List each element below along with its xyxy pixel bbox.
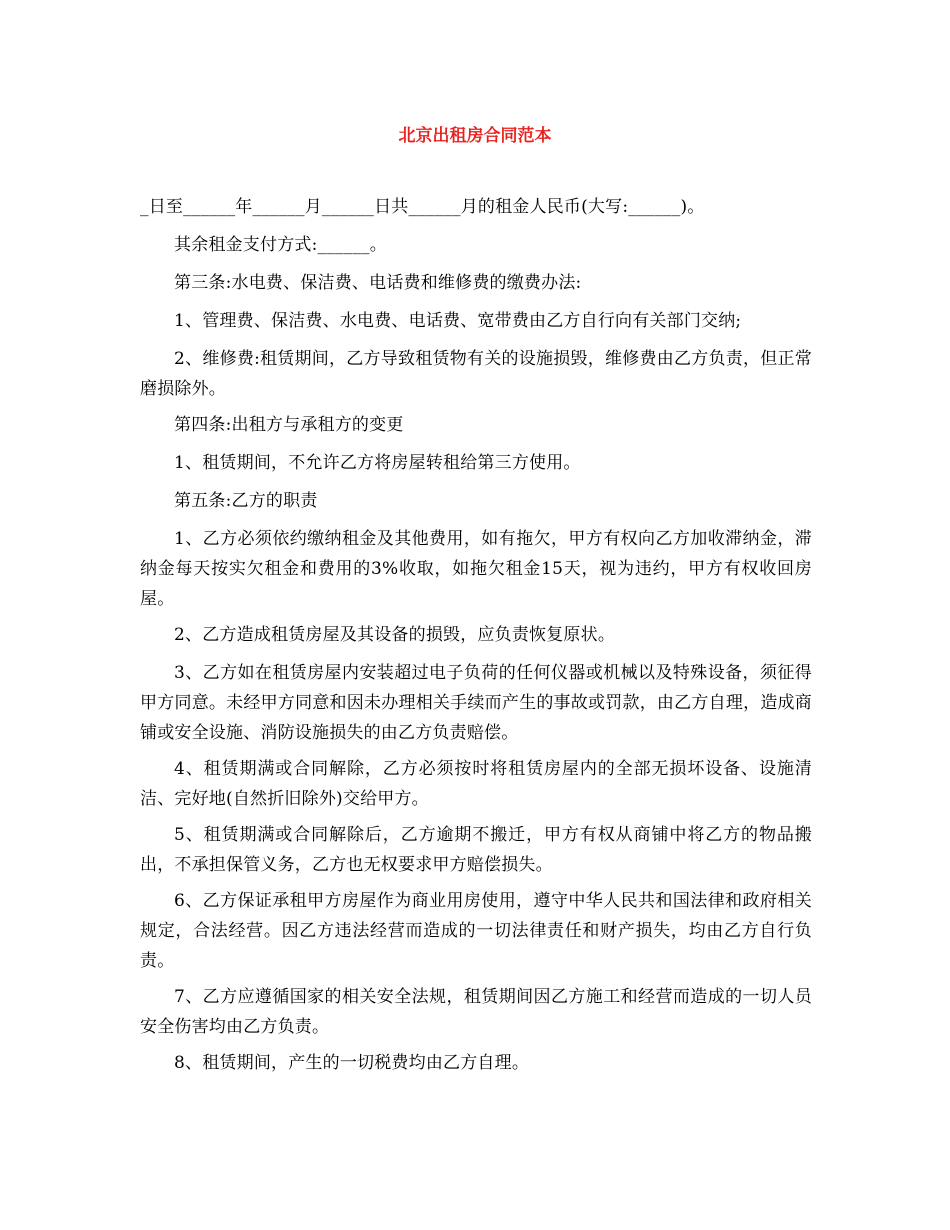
article-4-heading: 第四条:出租方与承租方的变更	[174, 415, 404, 435]
article-5-item-3: 3、乙方如在租赁房屋内安装超过电子负荷的任何仪器或机械以及特殊设备，须征得甲方同意。未经甲方同意和因未办理相关手续而产生的事故或罚款，由乙方自理，造成商铺或安全设施、消防设施损失的由乙方负责赔偿。	[140, 663, 812, 743]
article-5-item-6: 6、乙方保证承租甲方房屋作为商业用房使用，遵守中华人民共和国法律和政府相关规定，合法经营。因乙方违法经营而造成的一切法律责任和财产损失，均由乙方自行负责。	[140, 891, 812, 971]
article-3-item-2: 2、维修费:租赁期间，乙方导致租赁物有关的设施损毁，维修费由乙方负责，但正常磨损除外。	[140, 349, 812, 399]
document-body	[140, 192, 812, 1086]
article-5-item-4: 4、租赁期满或合同解除，乙方必须按时将租赁房屋内的全部无损坏设备、设施清洁、完好地(自然折旧除外)交给甲方。	[140, 759, 812, 809]
paragraph-payment-method: 其余租金支付方式:______。	[174, 235, 387, 255]
article-5-heading: 第五条:乙方的职责	[174, 491, 318, 511]
paragraph-rent-period: _日至______年______月______日共______月的租金人民币(大写:______)。	[140, 197, 705, 217]
article-5-item-7: 7、乙方应遵循国家的相关安全法规，租赁期间因乙方施工和经营而造成的一切人员安全伤害均由乙方负责。	[140, 987, 812, 1037]
article-5-item-8: 8、租赁期间，产生的一切税费均由乙方自理。	[174, 1053, 530, 1073]
article-3-heading: 第三条:水电费、保洁费、电话费和维修费的缴费办法:	[174, 273, 582, 293]
article-5-item-2: 2、乙方造成租赁房屋及其设备的损毁，应负责恢复原状。	[174, 625, 616, 645]
article-4-item-1: 1、租赁期间，不允许乙方将房屋转租给第三方使用。	[174, 453, 581, 473]
article-3-item-1: 1、管理费、保洁费、水电费、电话费、宽带费由乙方自行向有关部门交纳;	[174, 311, 742, 331]
document-title: 北京出租房合同范本	[398, 126, 552, 146]
article-5-item-1: 1、乙方必须依约缴纳租金及其他费用，如有拖欠，甲方有权向乙方加收滞纳金，滞纳金每天按实欠租金和费用的3%收取，如拖欠租金15天，视为违约，甲方有权收回房屋。	[140, 529, 812, 609]
article-5-item-5: 5、租赁期满或合同解除后，乙方逾期不搬迁，甲方有权从商铺中将乙方的物品搬出，不承担保管义务，乙方也无权要求甲方赔偿损失。	[140, 825, 812, 875]
